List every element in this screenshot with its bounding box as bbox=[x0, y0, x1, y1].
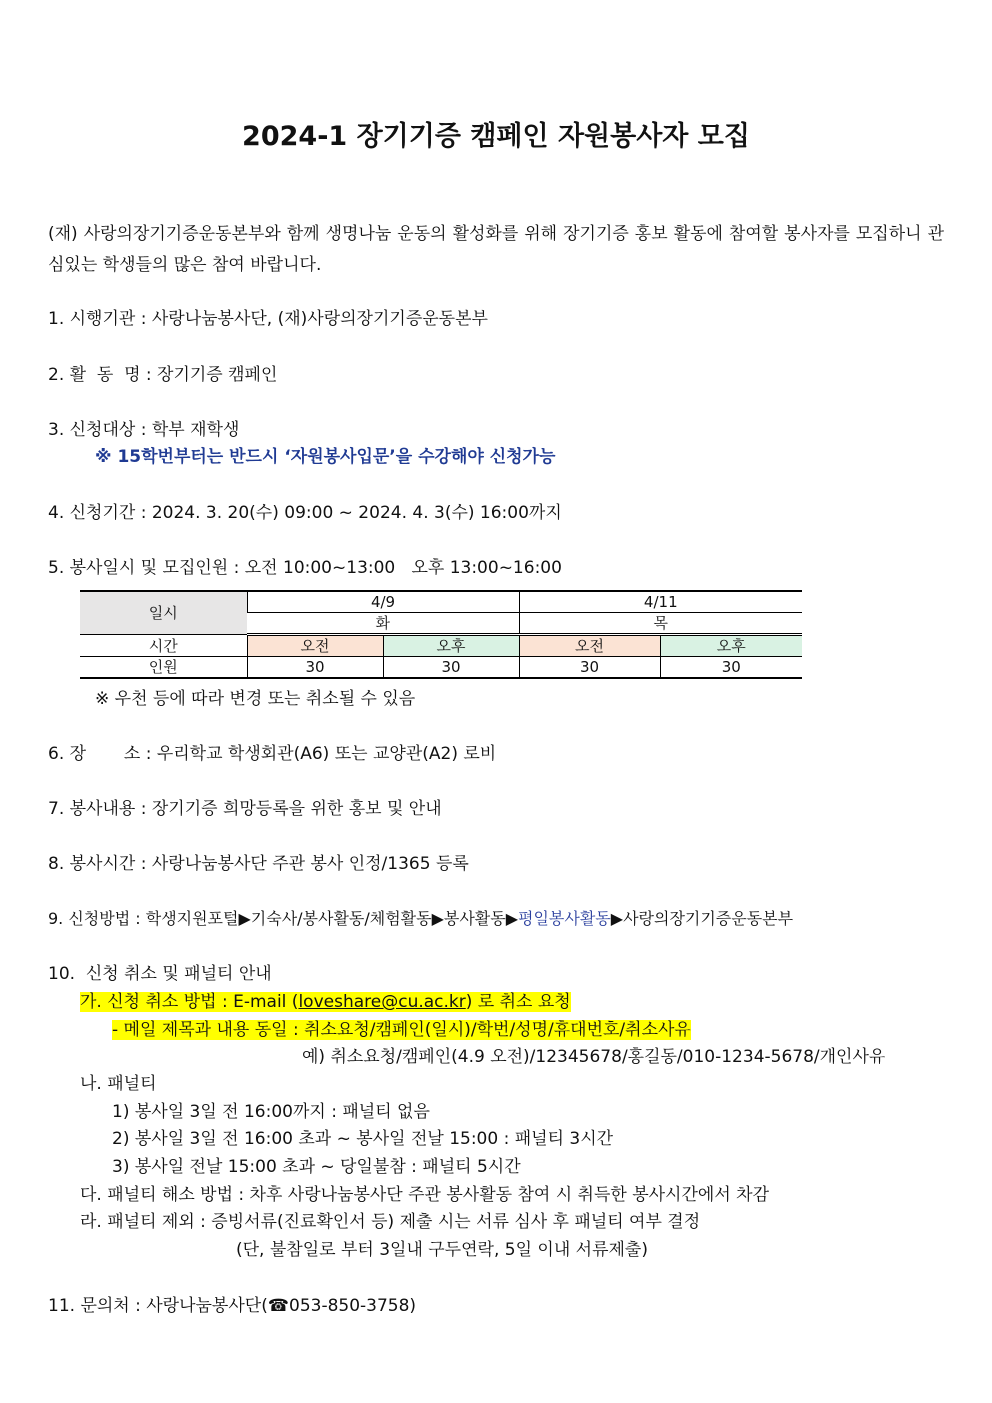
page-title: 2024-1 장기기증 캠페인 자원봉사자 모집 bbox=[242, 121, 750, 152]
item-schedule: 5. 봉사일시 및 모집인원 : 오전 10:00~13:00 오후 13:00~16:00 bbox=[48, 558, 562, 578]
slot-cell: 오전 bbox=[247, 635, 383, 657]
penalty-resolution: 다. 패널티 해소 방법 : 차후 사랑나눔봉사단 주관 봉사활동 참여 시 취득한 봉사시간에서 차감 bbox=[80, 1185, 769, 1205]
count-cell: 30 bbox=[247, 657, 383, 679]
item-cancel-heading: 10. 신청 취소 및 패널티 안내 bbox=[48, 964, 272, 984]
cancel-email-link[interactable]: loveshare@cu.ac.kr bbox=[298, 992, 466, 1012]
item-period: 4. 신청기간 : 2024. 3. 20(수) 09:00 ~ 2024. 4. 3(수) 16:00까지 bbox=[48, 503, 562, 523]
date-cell: 4/9 bbox=[247, 591, 519, 613]
slot-cell: 오전 bbox=[519, 635, 660, 657]
slot-cell: 오후 bbox=[383, 635, 519, 657]
slot-cell: 오후 bbox=[660, 635, 802, 657]
cancel-mail-format: - 메일 제목과 내용 동일 : 취소요청/캠페인(일시)/학번/성명/휴대번호/취소사유 bbox=[112, 1020, 691, 1040]
schedule-table bbox=[80, 590, 802, 679]
intro-paragraph: (재) 사랑의장기기증운동본부와 함께 생명나눔 운동의 활성화를 위해 장기기증 홍보 활동에 참여할 봉사자를 모집하니 관심있는 학생들의 많은 참여 바랍니다. bbox=[48, 224, 944, 275]
penalty-item: 3) 봉사일 전날 15:00 초과 ~ 당일불참 : 패널티 5시간 bbox=[112, 1157, 521, 1177]
cancel-method-text: 가. 신청 취소 방법 : E-mail ( bbox=[80, 992, 299, 1012]
count-cell: 30 bbox=[383, 657, 519, 679]
item-target-note: ※ 15학번부터는 반드시 ‘자원봉사입문’을 수강해야 신청가능 bbox=[95, 447, 556, 467]
penalty-item: 2) 봉사일 3일 전 16:00 초과 ~ 봉사일 전날 15:00 : 패널티 3시간 bbox=[112, 1129, 614, 1149]
count-cell: 30 bbox=[519, 657, 660, 679]
label-time: 시간 bbox=[80, 635, 247, 657]
count-cell: 30 bbox=[660, 657, 802, 679]
day-cell: 화 bbox=[247, 613, 519, 635]
date-cell: 4/11 bbox=[519, 591, 802, 613]
schedule-note: ※ 우천 등에 따라 변경 또는 취소될 수 있음 bbox=[95, 689, 416, 709]
item-location: 6. 장 소 : 우리학교 학생회관(A6) 또는 교양관(A2) 로비 bbox=[48, 744, 497, 764]
penalty-heading: 나. 패널티 bbox=[80, 1074, 157, 1094]
item-activity-name: 2. 활 동 명 : 장기기증 캠페인 bbox=[48, 365, 278, 385]
label-people: 인원 bbox=[80, 657, 247, 679]
method-weekday-link: 평일봉사활동 bbox=[518, 909, 611, 928]
method-path-end: ▶사랑의장기기증운동본부 bbox=[610, 909, 794, 928]
item-organizer: 1. 시행기관 : 사랑나눔봉사단, (재)사랑의장기기증운동본부 bbox=[48, 309, 488, 329]
item-method bbox=[48, 909, 793, 929]
penalty-exemption: 라. 패널티 제외 : 증빙서류(진료확인서 등) 제출 시는 서류 심사 후 패널티 여부 결정 bbox=[80, 1212, 701, 1232]
cancel-method-text-end: ) 로 취소 요청 bbox=[465, 992, 571, 1012]
penalty-item: 1) 봉사일 3일 전 16:00까지 : 패널티 없음 bbox=[112, 1102, 430, 1122]
cancel-method bbox=[80, 992, 571, 1012]
label-date: 일시 bbox=[80, 591, 247, 635]
item-target: 3. 신청대상 : 학부 재학생 bbox=[48, 420, 240, 440]
table-row bbox=[80, 657, 802, 679]
method-path: 9. 신청방법 : 학생지원포털▶기숙사/봉사활동/체험활동▶봉사활동▶ bbox=[48, 909, 519, 928]
item-content: 7. 봉사내용 : 장기기증 희망등록을 위한 홍보 및 안내 bbox=[48, 799, 442, 819]
table-row bbox=[80, 591, 802, 613]
item-contact: 11. 문의처 : 사랑나눔봉사단(☎053-850-3758) bbox=[48, 1296, 417, 1316]
table-row bbox=[80, 635, 802, 657]
penalty-exemption-note: (단, 불참일로 부터 3일내 구두연락, 5일 이내 서류제출) bbox=[236, 1240, 648, 1260]
cancel-mail-example: 예) 취소요청/캠페인(4.9 오전)/12345678/홍길동/010-1234-5678/개인사유 bbox=[302, 1047, 886, 1067]
item-hours: 8. 봉사시간 : 사랑나눔봉사단 주관 봉사 인정/1365 등록 bbox=[48, 854, 469, 874]
day-cell: 목 bbox=[519, 613, 802, 635]
